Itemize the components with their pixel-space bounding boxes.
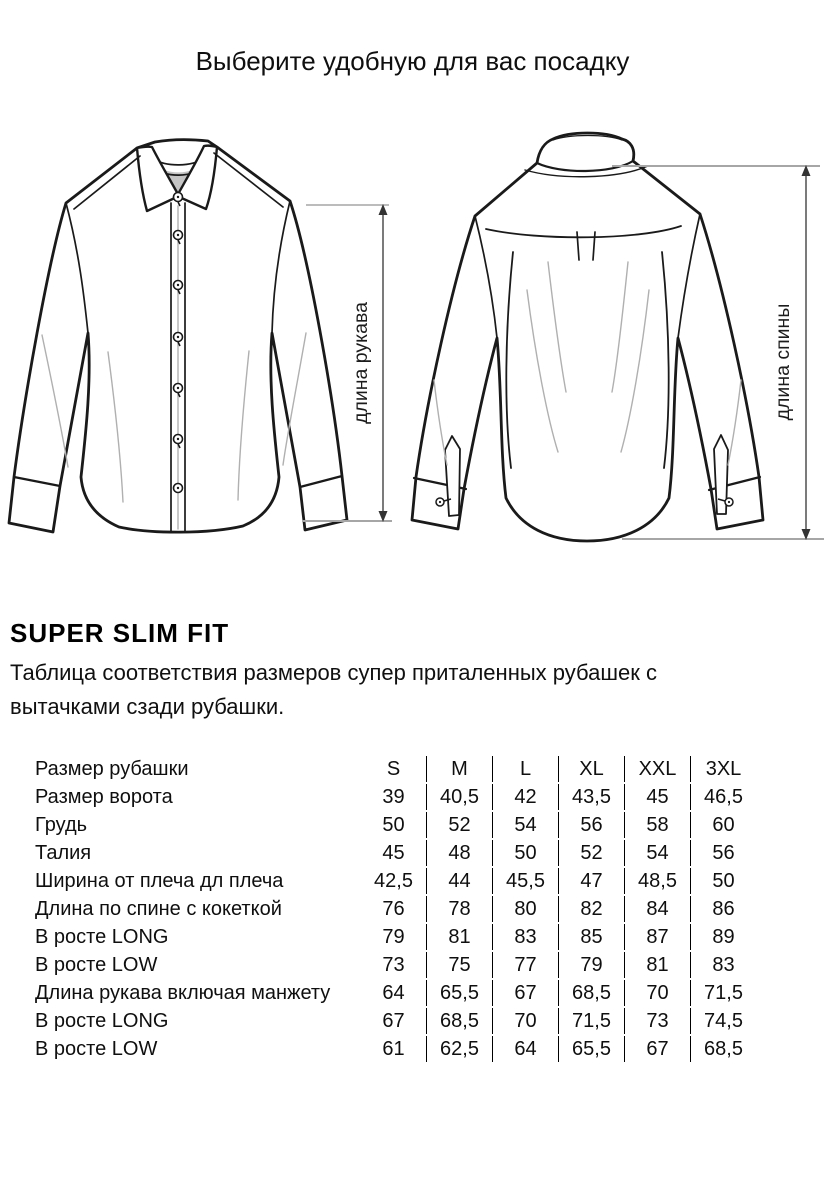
cell-value: 86 [712,897,735,920]
cell-value: 52 [427,812,493,838]
cell-value: 68,5 [704,1037,743,1060]
cell-value: 61 [361,1036,427,1062]
cell-value: 54 [493,812,559,838]
cell-value: 39 [361,784,427,810]
cell-value: 78 [427,896,493,922]
cell-value: 45,5 [493,868,559,894]
cell-value: 56 [712,841,735,864]
row-label: В росте LOW [35,1037,158,1060]
table-row [35,1036,756,1062]
row-label: Размер рубашки [35,757,189,780]
cell-value: 80 [493,896,559,922]
row-label: В росте LOW [35,953,158,976]
cell-value: 40,5 [427,784,493,810]
shirt-diagrams [0,120,825,600]
front-shirt-drawing [9,140,347,533]
cell-value: S [361,756,427,782]
cell-value: 75 [427,952,493,978]
cell-value: 70 [625,980,691,1006]
cell-value: 45 [361,840,427,866]
cell-value: 85 [559,924,625,950]
cell-value: 81 [625,952,691,978]
cell-value: 74,5 [704,1009,743,1032]
cell-value: 64 [493,1036,559,1062]
cell-value: 67 [361,1008,427,1034]
table-row [35,812,756,838]
cell-value: XL [559,756,625,782]
row-label: Длина по спине с кокеткой [35,897,282,920]
cell-value: 54 [625,840,691,866]
cell-value: 47 [559,868,625,894]
cell-value: 81 [427,924,493,950]
cell-value: 50 [712,869,735,892]
cell-value: 84 [625,896,691,922]
cell-value: 65,5 [427,980,493,1006]
row-label: В росте LONG [35,1009,169,1032]
fit-heading: SUPER SLIM FIT [10,618,230,648]
back-length-label: длина спины [772,303,794,421]
cell-value: 76 [361,896,427,922]
cell-value: 67 [625,1036,691,1062]
cell-value: 87 [625,924,691,950]
cell-value: 42 [493,784,559,810]
cell-value: M [427,756,493,782]
sleeve-length-label: длина рукава [350,302,372,424]
table-row [35,896,756,922]
page-title: Выберите удобную для вас посадку [195,46,630,76]
cell-value: 83 [712,953,735,976]
cell-value: 48,5 [625,868,691,894]
table-row [35,1008,756,1034]
cell-value: 43,5 [559,784,625,810]
cell-value: 62,5 [427,1036,493,1062]
table-row [35,980,756,1006]
cell-value: 79 [559,952,625,978]
cell-value: 44 [427,868,493,894]
cell-value: 42,5 [361,868,427,894]
cell-value: 52 [559,840,625,866]
cell-value: 73 [625,1008,691,1034]
cell-value: 50 [361,812,427,838]
row-label: Размер ворота [35,785,173,808]
cell-value: 73 [361,952,427,978]
cell-value: 67 [493,980,559,1006]
cell-value: 89 [712,925,735,948]
cell-value: 71,5 [704,981,743,1004]
cell-value: 3XL [705,757,742,780]
row-label: Грудь [35,813,88,836]
cell-value: 79 [361,924,427,950]
cell-value: 46,5 [704,785,743,808]
table-row [35,924,756,950]
cell-value: 68,5 [559,980,625,1006]
row-label: В росте LONG [35,925,169,948]
table-row [35,784,756,810]
back-shirt-drawing [412,133,763,541]
cell-value: 77 [493,952,559,978]
cell-value: 68,5 [427,1008,493,1034]
cell-value: 82 [559,896,625,922]
cell-value: 64 [361,980,427,1006]
cell-value: L [493,756,559,782]
cell-value: 60 [712,813,735,836]
table-row [35,952,756,978]
cell-value: 71,5 [559,1008,625,1034]
cell-value: 83 [493,924,559,950]
cell-value: 56 [559,812,625,838]
cell-value: 58 [625,812,691,838]
size-table [35,754,756,1064]
table-row [35,868,756,894]
size-header-row [35,756,756,782]
table-row [35,840,756,866]
row-label: Ширина от плеча дл плеча [35,869,284,892]
cell-value: 48 [427,840,493,866]
row-label: Талия [35,841,92,864]
cell-value: XXL [625,756,691,782]
row-label: Длина рукава включая манжету [35,981,331,1004]
cell-value: 70 [493,1008,559,1034]
fit-description: Таблица соответствия размеров супер приталенных рубашек с вытачками сзади рубашки. [10,660,657,719]
cell-value: 65,5 [559,1036,625,1062]
cell-value: 50 [493,840,559,866]
size-table-body [35,756,756,1062]
cell-value: 45 [625,784,691,810]
